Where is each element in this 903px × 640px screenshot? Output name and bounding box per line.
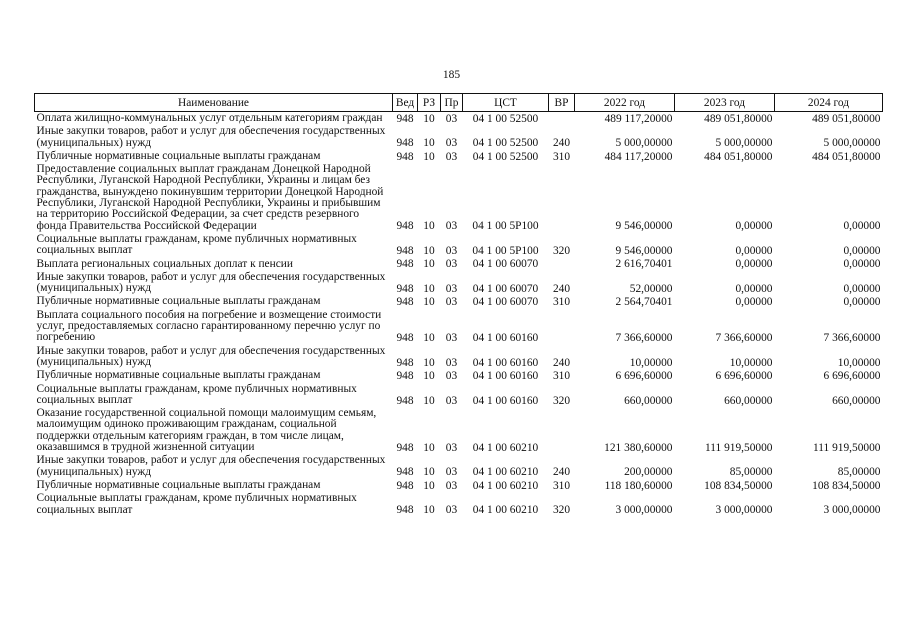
row-value-2023: 660,00000 <box>724 394 773 407</box>
row-pr: 03 <box>445 137 458 150</box>
row-cst: 04 1 00 60210 <box>472 479 539 492</box>
row-name: Выплата социального пособия на погребение и возмещение стоимости услуг, предоставляемых согласно гарантированному перечню услуг по погребению <box>36 308 382 344</box>
header-vr: ВР <box>549 94 575 112</box>
budget-table <box>34 93 883 517</box>
row-value-2022: 2 564,70401 <box>615 296 673 309</box>
table-row <box>35 383 883 408</box>
row-ved: 948 <box>396 394 414 407</box>
row-value-2024: 111 919,50000 <box>813 441 881 454</box>
table-row <box>35 407 883 454</box>
header-ved: Вед <box>393 94 418 112</box>
header-2023: 2023 год <box>675 94 775 112</box>
row-name: Публичные нормативные социальные выплаты гражданам <box>36 295 321 308</box>
row-value-2023: 0,00000 <box>735 258 773 271</box>
row-pr: 03 <box>445 356 458 369</box>
row-ved: 948 <box>396 441 414 454</box>
row-rz: 10 <box>423 112 435 125</box>
row-name: Социальные выплаты гражданам, кроме публичных нормативных социальных выплат <box>36 492 357 516</box>
row-ved: 948 <box>396 356 414 369</box>
row-value-2024: 6 696,60000 <box>823 370 881 383</box>
row-value-2024: 0,00000 <box>843 245 881 258</box>
row-value-2022: 9 546,00000 <box>615 220 673 233</box>
table-row <box>35 233 883 258</box>
header-rz: РЗ <box>418 94 441 112</box>
row-name: Социальные выплаты гражданам, кроме публичных нормативных социальных выплат <box>36 382 357 406</box>
row-rz: 10 <box>423 504 435 517</box>
row-value-2023: 7 366,60000 <box>715 332 773 345</box>
row-pr: 03 <box>445 479 458 492</box>
row-vr: 310 <box>552 479 571 492</box>
row-rz: 10 <box>423 466 435 479</box>
row-rz: 10 <box>423 370 435 383</box>
row-value-2022: 7 366,60000 <box>615 332 673 345</box>
table-row <box>35 454 883 479</box>
table-row <box>35 271 883 296</box>
row-pr: 03 <box>445 150 458 163</box>
header-2024: 2024 год <box>775 94 883 112</box>
row-name: Социальные выплаты гражданам, кроме публичных нормативных социальных выплат <box>36 232 357 257</box>
row-ved: 948 <box>396 466 414 479</box>
row-rz: 10 <box>423 441 435 454</box>
row-ved: 948 <box>396 220 414 233</box>
row-value-2024: 108 834,50000 <box>812 479 881 492</box>
row-pr: 03 <box>445 282 458 295</box>
table-row <box>35 258 883 271</box>
row-value-2022: 484 117,20000 <box>604 150 673 163</box>
row-vr <box>549 163 575 233</box>
header-cst: ЦСТ <box>463 94 549 112</box>
row-value-2024: 484 051,80000 <box>812 150 881 163</box>
row-name: Предоставление социальных выплат гражданам Донецкой Народной Республики, Луганской Народной Республики, Украины и лицам без гражданства, вынуждено покинувшим территории Донецкой Народной Республики, Луганской Народной Республики, Украины и прибывшим на территорию Российской Федерации, за счет средств резервного фонда Правительства Российской Федерации <box>36 163 384 232</box>
page-number: 185 <box>442 69 461 81</box>
row-name: Публичные нормативные социальные выплаты гражданам <box>36 149 321 162</box>
row-rz: 10 <box>423 296 435 309</box>
row-name: Иные закупки товаров, работ и услуг для обеспечения государственных (муниципальных) нужд <box>36 344 386 368</box>
row-value-2024: 0,00000 <box>843 258 881 271</box>
row-value-2022: 10,00000 <box>629 356 673 369</box>
row-rz: 10 <box>423 245 435 258</box>
row-vr: 320 <box>552 504 571 517</box>
table-row <box>35 492 883 517</box>
row-value-2024: 10,00000 <box>837 356 881 369</box>
row-cst: 04 1 00 60160 <box>472 356 539 369</box>
row-value-2022: 2 616,70401 <box>615 258 673 271</box>
table-row <box>35 150 883 163</box>
row-pr: 03 <box>445 245 458 258</box>
table-row <box>35 295 883 308</box>
row-vr: 310 <box>552 296 571 309</box>
row-vr: 240 <box>552 356 571 369</box>
row-cst: 04 1 00 60070 <box>472 296 539 309</box>
row-value-2022: 9 546,00000 <box>615 245 673 258</box>
row-ved: 948 <box>396 296 414 309</box>
row-value-2023: 108 834,50000 <box>704 479 773 492</box>
row-rz: 10 <box>423 220 435 233</box>
table-row <box>35 112 883 126</box>
header-row <box>35 94 883 112</box>
row-cst: 04 1 00 60210 <box>472 504 539 517</box>
row-value-2024: 0,00000 <box>843 282 881 295</box>
table-row <box>35 125 883 150</box>
row-value-2023: 489 051,80000 <box>704 112 773 125</box>
table-row <box>35 369 883 382</box>
row-cst: 04 1 00 52500 <box>472 137 539 150</box>
row-value-2022: 52,00000 <box>629 282 673 295</box>
row-value-2023: 10,00000 <box>729 356 773 369</box>
row-rz: 10 <box>423 282 435 295</box>
row-ved: 948 <box>396 150 414 163</box>
row-value-2022: 660,00000 <box>624 394 673 407</box>
row-cst: 04 1 00 52500 <box>472 112 539 125</box>
row-rz: 10 <box>423 137 435 150</box>
table-row <box>35 309 883 345</box>
row-ved: 948 <box>396 245 414 258</box>
row-rz: 10 <box>423 332 435 345</box>
row-value-2023: 0,00000 <box>735 245 773 258</box>
row-value-2022: 3 000,00000 <box>615 504 673 517</box>
row-value-2024: 85,00000 <box>837 466 881 479</box>
row-rz: 10 <box>423 479 435 492</box>
row-rz: 10 <box>423 356 435 369</box>
row-rz: 10 <box>423 394 435 407</box>
row-ved: 948 <box>396 504 414 517</box>
row-ved: 948 <box>396 479 414 492</box>
row-value-2024: 7 366,60000 <box>823 332 881 345</box>
row-value-2023: 3 000,00000 <box>715 504 773 517</box>
row-vr <box>549 112 575 126</box>
row-pr: 03 <box>445 296 458 309</box>
row-ved: 948 <box>396 137 414 150</box>
row-pr: 03 <box>445 370 458 383</box>
row-value-2024: 0,00000 <box>843 220 881 233</box>
row-rz: 10 <box>423 258 435 271</box>
row-vr <box>549 309 575 345</box>
row-value-2023: 0,00000 <box>735 282 773 295</box>
row-cst: 04 1 00 5Р100 <box>472 245 539 258</box>
row-ved: 948 <box>396 112 414 125</box>
row-ved: 948 <box>396 258 414 271</box>
row-pr: 03 <box>445 332 458 345</box>
row-cst: 04 1 00 60210 <box>472 441 539 454</box>
row-value-2022: 5 000,00000 <box>615 137 673 150</box>
row-cst: 04 1 00 60070 <box>472 282 539 295</box>
row-value-2023: 5 000,00000 <box>715 137 773 150</box>
row-vr: 310 <box>552 370 571 383</box>
row-name: Иные закупки товаров, работ и услуг для обеспечения государственных (муниципальных) нужд <box>36 454 386 478</box>
row-value-2023: 6 696,60000 <box>715 370 773 383</box>
row-name: Оказание государственной социальной помощи малоимущим семьям, малоимущим одиноко проживающим гражданам, социальной поддержки отдельным категориям граждан, в том числе лицам, оказавшимся в трудной жизненной ситуации <box>36 407 377 454</box>
table-row <box>35 163 883 233</box>
row-vr: 320 <box>552 245 571 258</box>
row-value-2023: 111 919,50000 <box>705 441 773 454</box>
row-cst: 04 1 00 5Р100 <box>472 220 539 233</box>
table-body <box>35 112 883 517</box>
table-row <box>35 479 883 492</box>
row-name: Иные закупки товаров, работ и услуг для обеспечения государственных (муниципальных) нужд <box>36 270 386 295</box>
row-value-2024: 660,00000 <box>832 394 881 407</box>
row-cst: 04 1 00 60070 <box>472 258 539 271</box>
header-2022: 2022 год <box>575 94 675 112</box>
row-pr: 03 <box>445 441 458 454</box>
row-pr: 03 <box>445 258 458 271</box>
row-vr: 240 <box>552 282 571 295</box>
row-pr: 03 <box>445 466 458 479</box>
row-value-2024: 5 000,00000 <box>823 137 881 150</box>
table-row <box>35 345 883 370</box>
row-cst: 04 1 00 60160 <box>472 370 539 383</box>
row-value-2022: 489 117,20000 <box>604 112 673 125</box>
row-value-2024: 0,00000 <box>843 296 881 309</box>
row-vr: 320 <box>552 394 571 407</box>
row-name: Иные закупки товаров, работ и услуг для обеспечения государственных (муниципальных) нужд <box>36 125 386 149</box>
row-vr: 310 <box>552 150 571 163</box>
header-name: Наименование <box>35 94 393 112</box>
row-cst: 04 1 00 60160 <box>472 332 539 345</box>
row-value-2024: 3 000,00000 <box>823 504 881 517</box>
row-rz: 10 <box>423 150 435 163</box>
row-ved: 948 <box>396 282 414 295</box>
row-value-2022: 6 696,60000 <box>615 370 673 383</box>
row-value-2024: 489 051,80000 <box>812 112 881 125</box>
row-pr: 03 <box>445 112 458 125</box>
row-name: Выплата региональных социальных доплат к пенсии <box>36 257 293 270</box>
row-name: Оплата жилищно-коммунальных услуг отдельным категориям граждан <box>36 112 383 124</box>
row-vr <box>549 407 575 454</box>
row-ved: 948 <box>396 370 414 383</box>
row-name: Публичные нормативные социальные выплаты гражданам <box>36 478 321 491</box>
table-header <box>35 94 883 112</box>
row-name: Публичные нормативные социальные выплаты гражданам <box>36 369 321 382</box>
header-pr: Пр <box>441 94 463 112</box>
row-value-2023: 484 051,80000 <box>704 150 773 163</box>
row-value-2022: 200,00000 <box>624 466 673 479</box>
row-value-2023: 0,00000 <box>735 220 773 233</box>
row-value-2022: 121 380,60000 <box>604 441 673 454</box>
row-cst: 04 1 00 60160 <box>472 394 539 407</box>
row-cst: 04 1 00 52500 <box>472 150 539 163</box>
row-value-2022: 118 180,60000 <box>604 479 673 492</box>
row-vr: 240 <box>552 137 571 150</box>
row-value-2023: 0,00000 <box>735 296 773 309</box>
row-vr <box>549 258 575 271</box>
row-cst: 04 1 00 60210 <box>472 466 539 479</box>
row-pr: 03 <box>445 220 458 233</box>
row-ved: 948 <box>396 332 414 345</box>
row-pr: 03 <box>445 394 458 407</box>
row-pr: 03 <box>445 504 458 517</box>
row-vr: 240 <box>552 466 571 479</box>
row-value-2023: 85,00000 <box>729 466 773 479</box>
